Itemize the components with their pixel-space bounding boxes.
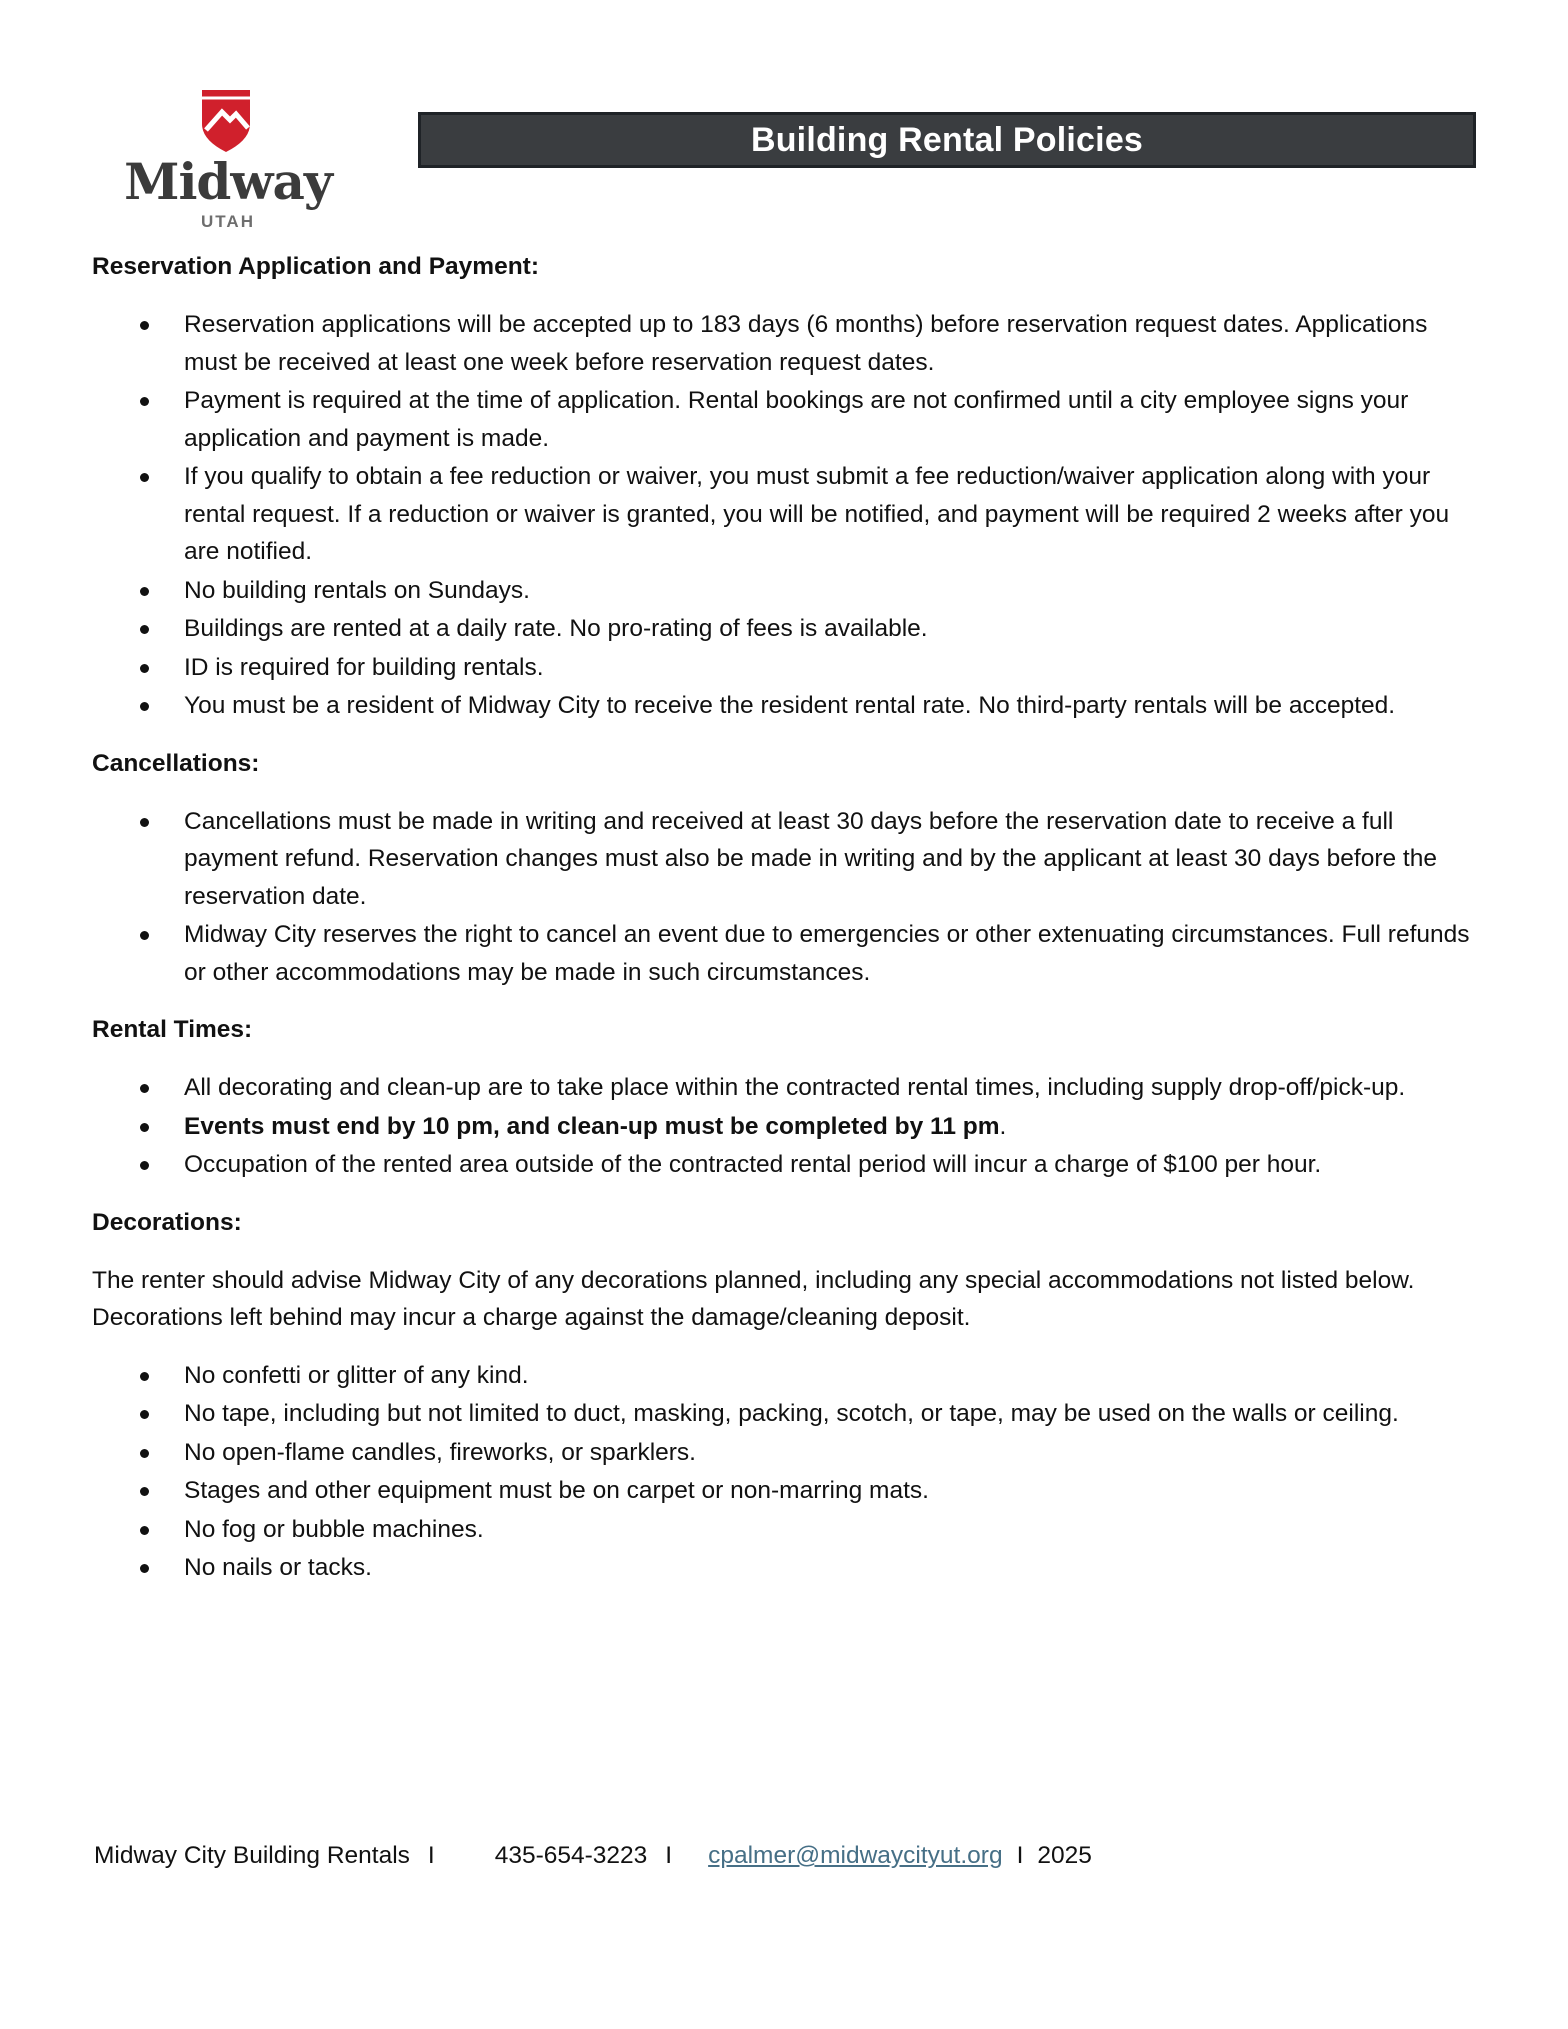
decorations-intro: The renter should advise Midway City of any decorations planned, including any special accommodations not listed below. Decorations left behind may incur a charge against the damage/cleaning deposit.	[92, 1266, 1415, 1331]
footer-separator: I	[665, 1842, 673, 1869]
bullet-icon	[140, 702, 149, 711]
list-item: No tape, including but not limited to duct, masking, packing, scotch, or tape, may be used on the walls or ceiling.	[92, 1395, 1482, 1433]
bullet-icon	[140, 321, 149, 330]
list-item: Cancellations must be made in writing and received at least 30 days before the reservation date to receive a full payment refund. Reservation changes must also be made in writing and by the applicant at least 30 days before the reservation date.	[92, 803, 1482, 916]
logo-wordmark: Midway	[124, 152, 332, 211]
list-item: If you qualify to obtain a fee reduction or waiver, you must submit a fee reduction/waiver application along with your rental request. If a reduction or waiver is granted, you will be notified, and payment will be required 2 weeks after you are notified.	[92, 458, 1482, 571]
bullet-icon	[140, 1410, 149, 1419]
list-item: Stages and other equipment must be on carpet or non-marring mats.	[92, 1472, 1482, 1510]
bullet-icon	[140, 1449, 149, 1458]
bullet-icon	[140, 664, 149, 673]
footer-org: Midway City Building Rentals	[94, 1842, 410, 1869]
list-item: Occupation of the rented area outside of the contracted rental period will incur a charge of $100 per hour.	[92, 1146, 1482, 1184]
list-item: Payment is required at the time of application. Rental bookings are not confirmed until a city employee signs your application and payment is made.	[92, 382, 1482, 457]
bullet-icon	[140, 818, 149, 827]
bullet-icon	[140, 931, 149, 940]
cancellations-list	[92, 803, 1482, 992]
footer-phone: 435-654-3223	[494, 1842, 648, 1869]
bullet-icon	[140, 1564, 149, 1573]
footer-separator: I	[1016, 1842, 1024, 1869]
mountain-shield-icon	[200, 90, 252, 152]
footer-email-link[interactable]: cpalmer@midwaycityut.org	[708, 1842, 1003, 1869]
reservation-list	[92, 306, 1482, 725]
event-end-time-rule: Events must end by 10 pm, and clean-up must be completed by 11 pm	[184, 1112, 1000, 1140]
logo-state: UTAH	[201, 212, 255, 231]
list-item: ID is required for building rentals.	[92, 649, 1482, 687]
bullet-icon	[140, 1161, 149, 1170]
bullet-icon	[140, 625, 149, 634]
list-item: You must be a resident of Midway City to receive the resident rental rate. No third-party rentals will be accepted.	[92, 687, 1482, 725]
section-heading-decorations: Decorations:	[92, 1208, 242, 1236]
footer-separator: I	[427, 1842, 435, 1869]
footer	[94, 1842, 1092, 1870]
bullet-icon	[140, 1084, 149, 1093]
list-item: No open-flame candles, fireworks, or sparklers.	[92, 1434, 1482, 1472]
bullet-icon	[140, 1526, 149, 1535]
page-title: Building Rental Policies	[750, 120, 1144, 159]
rental-times-list	[92, 1069, 1482, 1184]
list-item: All decorating and clean-up are to take place within the contracted rental times, including supply drop-off/pick-up.	[92, 1069, 1482, 1107]
bullet-icon	[140, 1123, 149, 1132]
midway-logo	[118, 88, 338, 238]
list-item: No building rentals on Sundays.	[92, 572, 1482, 610]
list-item: No fog or bubble machines.	[92, 1511, 1482, 1549]
decorations-list	[92, 1357, 1482, 1587]
list-item: Midway City reserves the right to cancel an event due to emergencies or other extenuating circumstances. Full refunds or other accommodations may be made in such circumstances.	[92, 916, 1482, 991]
bullet-icon	[140, 473, 149, 482]
list-item: No confetti or glitter of any kind.	[92, 1357, 1482, 1395]
section-heading-reservation: Reservation Application and Payment:	[92, 253, 539, 280]
section-heading-cancellations: Cancellations:	[92, 749, 260, 777]
list-item: Events must end by 10 pm, and clean-up must be completed by 11 pm.	[92, 1108, 1482, 1146]
bullet-icon	[140, 1487, 149, 1496]
list-item: No nails or tacks.	[92, 1549, 1482, 1587]
list-item: Reservation applications will be accepted up to 183 days (6 months) before reservation request dates. Applications must be received at least one week before reservation request dates.	[92, 306, 1482, 381]
policy-content	[92, 248, 1482, 1607]
bullet-icon	[140, 587, 149, 596]
bullet-icon	[140, 397, 149, 406]
footer-year: 2025	[1037, 1842, 1092, 1869]
list-item: Buildings are rented at a daily rate. No pro-rating of fees is available.	[92, 610, 1482, 648]
bullet-icon	[140, 1372, 149, 1381]
section-heading-rental-times: Rental Times:	[92, 1016, 253, 1043]
title-bar	[418, 112, 1476, 168]
